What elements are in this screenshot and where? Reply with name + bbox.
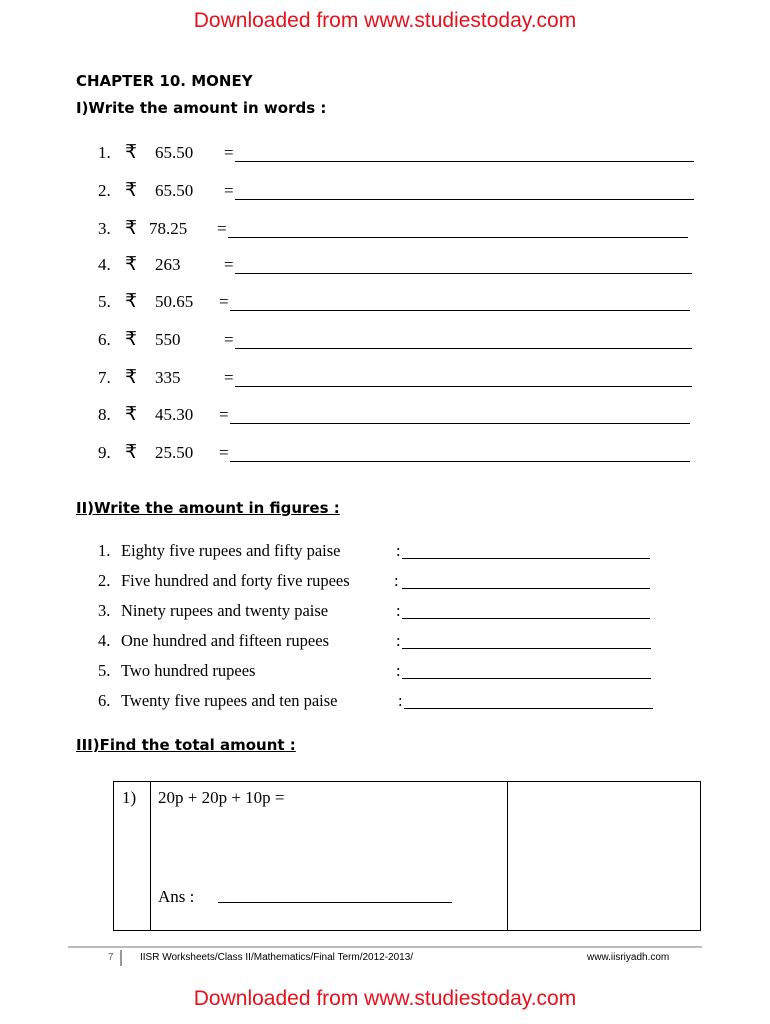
colon: : bbox=[394, 571, 399, 590]
answer-line[interactable] bbox=[402, 648, 651, 649]
equals-sign: = bbox=[217, 219, 227, 238]
words-question-7 bbox=[98, 368, 698, 392]
equals-sign: = bbox=[224, 330, 234, 349]
answer-line[interactable] bbox=[402, 678, 651, 679]
figures-question-4 bbox=[98, 631, 658, 655]
question-number: 2. bbox=[98, 571, 111, 590]
total-amount-table bbox=[113, 781, 701, 931]
question-text: Two hundred rupees bbox=[121, 661, 256, 680]
answer-line[interactable] bbox=[235, 199, 694, 200]
words-question-2 bbox=[98, 181, 698, 205]
words-question-6 bbox=[98, 330, 698, 354]
section-2-title: II)Write the amount in figures : bbox=[76, 499, 340, 517]
footer-document-path: IISR Worksheets/Class II/Mathematics/Final Term/2012-2013/ bbox=[140, 952, 414, 963]
amount: 65.50 bbox=[155, 181, 194, 200]
answer-label: Ans : bbox=[158, 887, 195, 906]
equals-sign: = bbox=[224, 368, 234, 387]
figures-question-5 bbox=[98, 661, 658, 685]
question-number: 5. bbox=[98, 661, 111, 680]
rupee-icon: ₹ bbox=[125, 328, 138, 350]
amount: 65.50 bbox=[155, 143, 194, 162]
equals-sign: = bbox=[219, 405, 229, 424]
equals-sign: = bbox=[224, 143, 234, 162]
chapter-title: CHAPTER 10. MONEY bbox=[76, 72, 253, 90]
answer-line[interactable] bbox=[402, 558, 650, 559]
figures-question-1 bbox=[98, 541, 658, 565]
question-number: 4. bbox=[98, 255, 111, 274]
amount: 25.50 bbox=[155, 443, 194, 462]
colon: : bbox=[396, 601, 401, 620]
question-text: Twenty five rupees and ten paise bbox=[121, 691, 338, 710]
rupee-icon: ₹ bbox=[125, 179, 138, 201]
question-number: 4. bbox=[98, 631, 111, 650]
question-number: 9. bbox=[98, 443, 111, 462]
section-1-title: I)Write the amount in words : bbox=[76, 99, 327, 117]
rupee-icon: ₹ bbox=[125, 253, 138, 275]
question-number: 2. bbox=[98, 181, 111, 200]
question-number: 1) bbox=[122, 788, 137, 807]
colon: : bbox=[396, 631, 401, 650]
download-banner-top: Downloaded from www.studiestoday.com bbox=[193, 9, 577, 32]
words-question-1 bbox=[98, 143, 698, 167]
amount: 50.65 bbox=[155, 292, 194, 311]
answer-line[interactable] bbox=[402, 588, 650, 589]
equals-sign: = bbox=[224, 255, 234, 274]
section-3-title: III)Find the total amount : bbox=[76, 736, 296, 754]
question-text: One hundred and fifteen rupees bbox=[121, 631, 329, 650]
answer-line[interactable] bbox=[402, 618, 650, 619]
colon: : bbox=[398, 691, 403, 710]
figures-question-6 bbox=[98, 691, 658, 715]
amount: 78.25 bbox=[149, 219, 188, 238]
footer-divider bbox=[68, 946, 702, 948]
question-text: Five hundred and forty five rupees bbox=[121, 571, 350, 590]
question-number: 3. bbox=[98, 601, 111, 620]
equals-sign: = bbox=[219, 443, 229, 462]
footer-website: www.iisriyadh.com bbox=[587, 952, 670, 963]
figures-question-3 bbox=[98, 601, 658, 625]
rupee-icon: ₹ bbox=[125, 141, 138, 163]
question-cell bbox=[150, 782, 508, 930]
answer-line[interactable] bbox=[230, 423, 690, 424]
question-number: 1. bbox=[98, 541, 111, 560]
question-number: 5. bbox=[98, 292, 111, 311]
words-question-5 bbox=[98, 292, 698, 316]
question-number: 8. bbox=[98, 405, 111, 424]
words-question-8 bbox=[98, 405, 698, 429]
answer-line[interactable] bbox=[230, 461, 690, 462]
colon: : bbox=[396, 541, 401, 560]
answer-line[interactable] bbox=[230, 310, 690, 311]
footer-separator bbox=[120, 950, 122, 966]
answer-line[interactable] bbox=[235, 273, 692, 274]
rupee-icon: ₹ bbox=[125, 441, 138, 463]
question-number: 7. bbox=[98, 368, 111, 387]
rupee-icon: ₹ bbox=[125, 217, 138, 239]
question-text: Ninety rupees and twenty paise bbox=[121, 601, 329, 620]
rupee-icon: ₹ bbox=[125, 366, 138, 388]
amount: 263 bbox=[155, 255, 181, 274]
question-number: 1. bbox=[98, 143, 111, 162]
answer-line[interactable] bbox=[235, 386, 692, 387]
colon: : bbox=[396, 661, 401, 680]
answer-line[interactable] bbox=[235, 348, 692, 349]
amount: 550 bbox=[155, 330, 181, 349]
download-banner-bottom: Downloaded from www.studiestoday.com bbox=[193, 987, 577, 1010]
answer-line[interactable] bbox=[218, 902, 452, 903]
question-text: Eighty five rupees and fifty paise bbox=[121, 541, 341, 560]
equals-sign: = bbox=[219, 292, 229, 311]
answer-line[interactable] bbox=[404, 708, 653, 709]
answer-line[interactable] bbox=[235, 161, 694, 162]
amount: 335 bbox=[155, 368, 181, 387]
amount: 45.30 bbox=[155, 405, 194, 424]
answer-line[interactable] bbox=[228, 237, 688, 238]
words-question-4 bbox=[98, 255, 698, 279]
words-question-9 bbox=[98, 443, 698, 467]
question-expression: 20p + 20p + 10p = bbox=[158, 788, 285, 807]
equals-sign: = bbox=[224, 181, 234, 200]
words-question-3 bbox=[98, 219, 698, 243]
question-number: 6. bbox=[98, 330, 111, 349]
rupee-icon: ₹ bbox=[125, 290, 138, 312]
rupee-icon: ₹ bbox=[125, 403, 138, 425]
question-number: 3. bbox=[98, 219, 111, 238]
question-number: 6. bbox=[98, 691, 111, 710]
figures-question-2 bbox=[98, 571, 658, 595]
page-number: 7 bbox=[108, 952, 114, 963]
question-number-cell bbox=[114, 782, 151, 930]
